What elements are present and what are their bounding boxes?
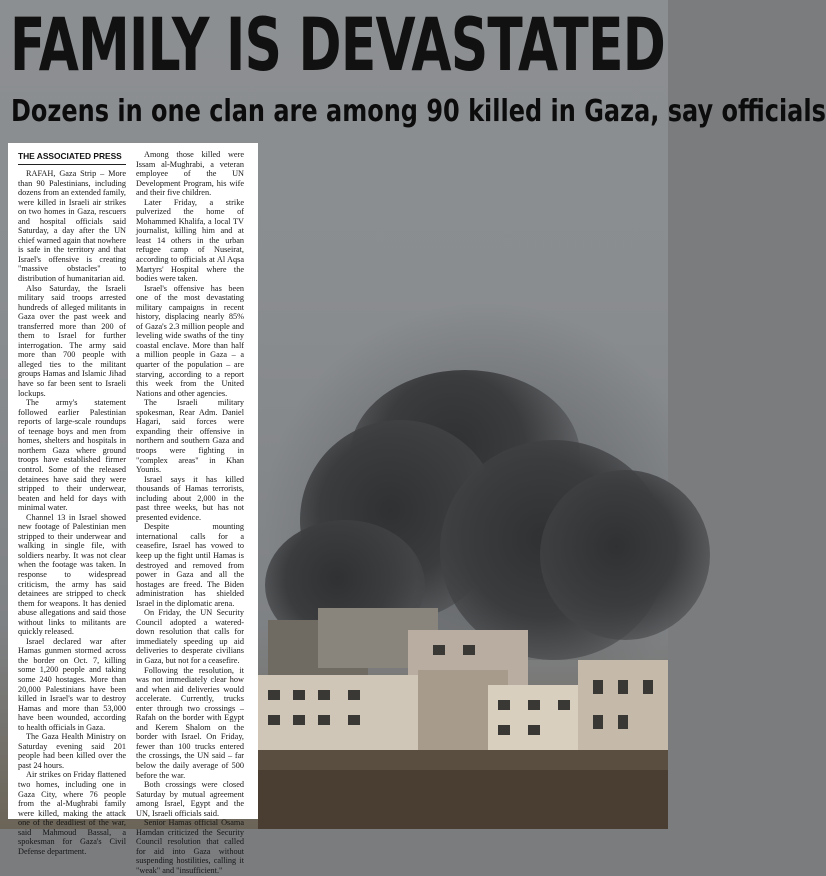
- paragraph: Despite mounting international calls for a ceasefire, Israel has vowed to keep up the fight until Hamas is destroyed and removed from power in Gaza and all the hostages are freed. The Biden administration has shielded Israel in the diplomatic arena.: [136, 522, 244, 608]
- paragraph: Later Friday, a strike pulverized the home of Mohammed Khalifa, a local TV journalist, killing him and at least 14 others in the urban refugee camp of Nuseirat, according to officials at Al Aqsa Martyrs' Hospital where the bodies were taken.: [136, 197, 244, 284]
- paragraph: Both crossings were closed Saturday by mutual agreement among Israel, Egypt and the UN, Israeli officials said.: [136, 780, 244, 818]
- paragraph: Israel's offensive has been one of the most devastating military campaigns in recent history, displacing nearly 85% of Gaza's 2.3 million people and leveling wide swaths of the tiny coastal enclave. More than half a million people in Gaza – a quarter of the population – are starving, according to a report this week from the United Nations and other agencies.: [136, 283, 244, 398]
- headline: FAMILY IS DEVASTATED: [10, 3, 666, 88]
- paragraph: Also Saturday, the Israeli military said troops arrested hundreds of alleged militants in Gaza over the past week and transferred more than 200 of them to Israel for further interrogation. The army said more than 700 people with alleged ties to the militant groups Hamas and Islamic Jihad have so far been sent to Israeli lockups.: [18, 283, 126, 398]
- paragraph: Senior Hamas official Osama Hamdan criticized the Security Council resolution that called for aid into Gaza without suspending hostilities, calling it "weak" and "insufficient.": [136, 818, 244, 876]
- paragraph: RAFAH, Gaza Strip – More than 90 Palestinians, including dozens from an extended family, were killed in Israeli air strikes on two homes in Gaza, rescuers and hospital officials said Saturday, a day after the UN chief warned again that nowhere is safe in the territory and that Israel's offensive is creating "massive obstacles" to distribution of humanitarian aid.: [18, 169, 126, 284]
- article-text-box: [8, 143, 258, 876]
- paragraph: The Gaza Health Ministry on Saturday evening said 201 people had been killed over the past 24 hours.: [18, 732, 126, 770]
- paragraph: Air strikes on Friday flattened two homes, including one in Gaza City, where 76 people from the al-Mughrabi family were killed, making the attack one of the deadliest of the war, said Mahmoud Bassal, a spokesman for Gaza's Civil Defense department.: [18, 770, 126, 856]
- paragraph: The Israeli military spokesman, Rear Adm. Daniel Hagari, said forces were expanding their offensive in northern and southern Gaza and troops were fighting in "complex areas" in Khan Younis.: [136, 398, 244, 475]
- paragraph: Israel says it has killed thousands of Hamas terrorists, including about 2,000 in the past three weeks, but has not presented evidence.: [136, 474, 244, 522]
- paragraph: Among those killed were Issam al-Mughrabi, a veteran employee of the UN Development Program, his wife and their five children.: [136, 150, 244, 198]
- damaged-buildings: [258, 600, 668, 829]
- article-column-2: [136, 150, 244, 876]
- paragraph: The army's statement followed earlier Palestinian reports of large-scale roundups of teenage boys and men from homes, shelters and hospitals in northern Gaza where ground troops have established firmer control. Some of the released detainees have said they were stripped to their underwear, beaten and held for days with minimal water.: [18, 398, 126, 513]
- paragraph: Israel declared war after Hamas gunmen stormed across the border on Oct. 7, killing some 1,200 people and taking some 240 hostages. More than 20,000 Palestinians have been killed in Israel's war to destroy Hamas and more than 53,000 have been wounded, according to health officials in Gaza.: [18, 636, 126, 732]
- paragraph: On Friday, the UN Security Council adopted a watered-down resolution that calls for immediately speeding up aid deliveries to desperate civilians in Gaza, but not for a ceasefire.: [136, 608, 244, 665]
- paragraph: Channel 13 in Israel showed new footage of Palestinian men stripped to their underwear and walking in single file, with soldiers nearby. It was not clear when the footage was taken. In response to widespread criticism, the army has said detainees are stripped to check them for weapons. It has denied abuse allegations and said those without links to militants are quickly released.: [18, 512, 126, 637]
- byline: THE ASSOCIATED PRESS: [18, 151, 126, 165]
- article-column-1: [18, 150, 126, 856]
- subheadline: Dozens in one clan are among 90 killed in Gaza, say officials: [11, 94, 826, 129]
- paragraph: Following the resolution, it was not immediately clear how and when aid deliveries would accelerate. Currently, trucks enter through two crossings – Rafah on the border with Egypt and Kerem Shalom on the border with Israel. On Friday, fewer than 100 trucks entered the crossings, the UN said – far below the daily average of 500 before the war.: [136, 665, 244, 780]
